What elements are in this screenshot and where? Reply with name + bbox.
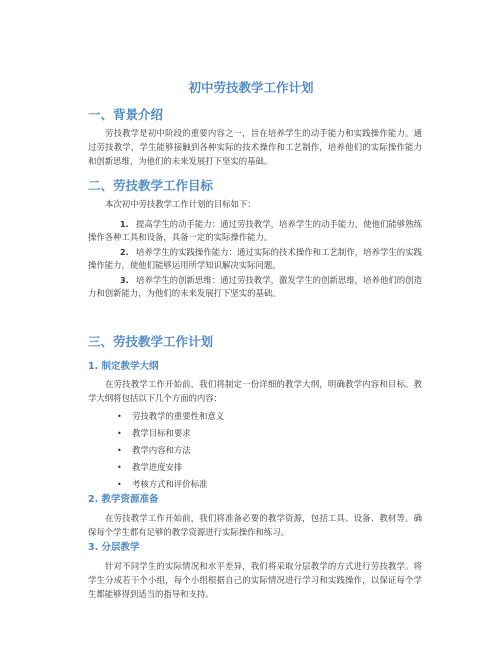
- syllabus-paragraph: 在劳技教学工作开始前，我们将制定一份详细的教学大纲，明确教学内容和目标。教学大纲将包括以下几个方面的内容：: [88, 379, 422, 403]
- tiered-teaching-paragraph: 针对不同学生的实际情况和水平差异，我们将采取分层教学的方式进行劳技教学。将学生分成若干个小组，每个小组根据自己的实际情况进行学习和实践操作，以保证每个学生都能够得到适当的指导和支持。: [88, 561, 422, 599]
- list-item-text: 教学内容和方法: [132, 445, 191, 455]
- document-title: 初中劳技教学工作计划: [188, 80, 314, 95]
- bullet-icon: •: [117, 463, 122, 472]
- list-item-text: 培养学生的创新思维：通过劳技教学，激发学生的创新思维，培养他们的创造力和创新能力，为他们的未来发展打下坚实的基础。: [88, 275, 422, 298]
- resources-paragraph: 在劳技教学工作开始前，我们将准备必要的教学资源，包括工具、设备、教材等。确保每个学生都有足够的教学资源进行实际操作和练习。: [88, 513, 422, 537]
- bullet-icon: •: [117, 446, 122, 455]
- goals-intro: 本次初中劳技教学工作计划的目标如下：: [105, 199, 256, 209]
- list-item: [117, 459, 224, 476]
- list-number: 1.: [120, 220, 129, 229]
- syllabus-bullet-list: [117, 408, 224, 493]
- list-item: [88, 274, 422, 300]
- list-item-text: 教学进度安排: [132, 462, 183, 472]
- list-item: [117, 408, 224, 425]
- section-heading-goals: 二、劳技教学工作目标: [88, 178, 214, 193]
- bullet-icon: •: [117, 429, 122, 438]
- list-item-text: 教学目标和要求: [132, 428, 191, 438]
- list-item-text: 提高学生的动手能力：通过劳技教学，培养学生的动手能力，使他们能够熟练操作各种工具和设备，具备一定的实际操作能力。: [88, 219, 422, 242]
- subsection-heading-tiered-teaching: 3. 分层教学: [88, 542, 140, 553]
- list-item: [117, 476, 224, 493]
- list-item: [117, 425, 224, 442]
- section-heading-plan: 三、劳技教学工作计划: [88, 334, 214, 349]
- subsection-heading-resources: 2. 教学资源准备: [88, 494, 159, 505]
- list-item-text: 劳技教学的重要性和意义: [132, 411, 225, 421]
- section-heading-background: 一、背景介绍: [88, 107, 164, 122]
- list-number: 2.: [120, 248, 129, 257]
- list-item-text: 考核方式和评价标准: [132, 479, 208, 489]
- list-item-text: 培养学生的实践操作能力：通过实际的技术操作和工艺制作，培养学生的实践操作能力，使他们能够运用所学知识解决实际问题。: [88, 247, 422, 270]
- background-paragraph: 劳技教学是初中阶段的重要内容之一，旨在培养学生的动手能力和实践操作能力。通过劳技教学，学生能够接触到各种实际的技术操作和工艺制作，培养他们的实际操作能力和创新思维，为他们的未来发展打下坚实的基础。: [88, 128, 422, 166]
- bullet-icon: •: [117, 412, 122, 421]
- bullet-icon: •: [117, 480, 122, 489]
- subsection-heading-syllabus: 1. 制定教学大纲: [88, 361, 159, 372]
- list-item: [117, 442, 224, 459]
- list-item: [88, 218, 422, 244]
- list-number: 3.: [120, 276, 129, 285]
- goals-list: [88, 218, 422, 302]
- list-item: [88, 246, 422, 272]
